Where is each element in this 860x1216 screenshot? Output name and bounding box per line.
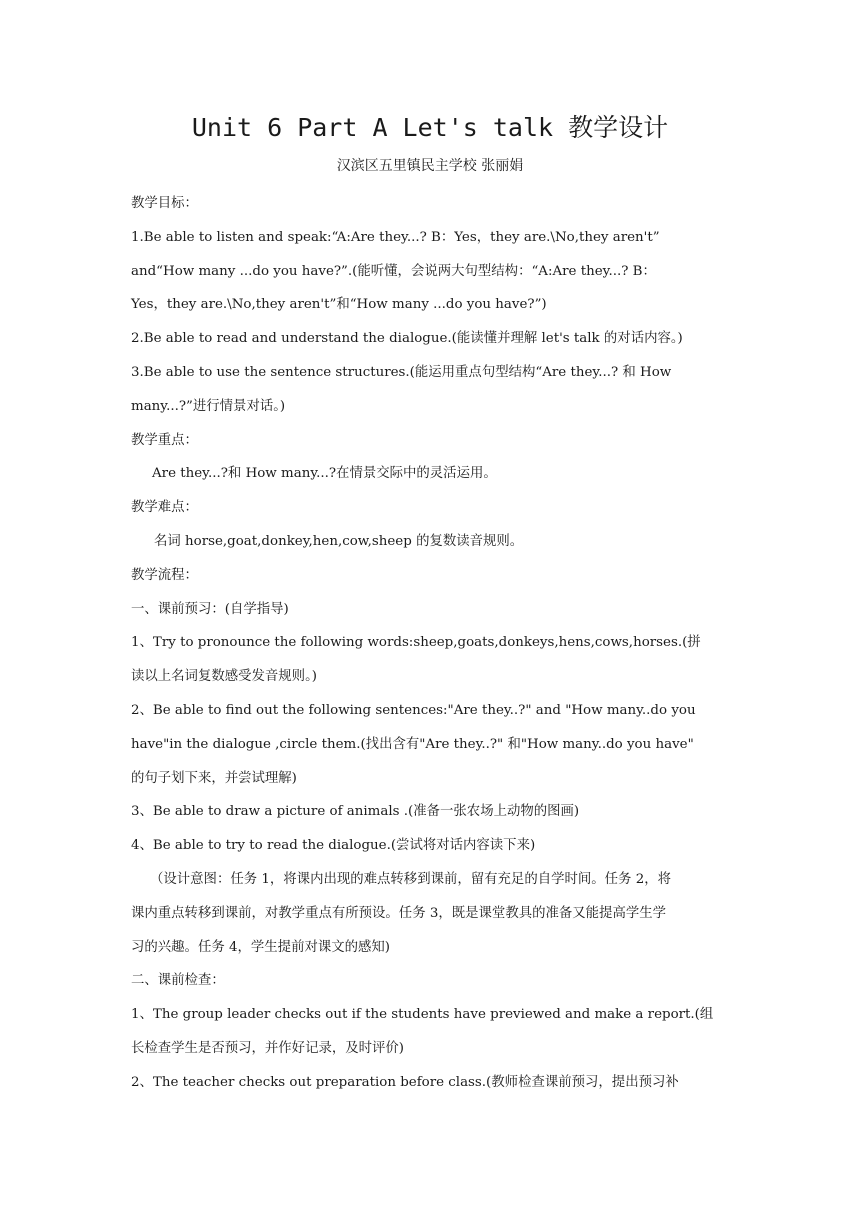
heading-key-points: 教学重点： xyxy=(131,432,198,448)
objective-1-line-1: 1.Be able to listen and speak:“A:Are they...? B：Yes，they are.\No,they aren't” xyxy=(131,229,660,245)
preview-task-3: 3、Be able to draw a picture of animals .(准备一张农场上动物的图画) xyxy=(131,804,580,820)
check-task-1-line-2: 长检查学生是否预习，并作好记录，及时评价) xyxy=(131,1040,405,1056)
key-points-text: Are they...?和 How many...?在情景交际中的灵活运用。 xyxy=(152,466,497,482)
section-preview-heading: 一、课前预习：(自学指导) xyxy=(131,601,289,617)
objective-1-line-3: Yes，they are.\No,they aren't”和“How many ...do you have?”) xyxy=(131,297,547,313)
preview-task-2-line-1: 2、Be able to find out the following sentences:"Are they..?" and "How many..do you xyxy=(131,702,696,718)
preview-task-2-line-3: 的句子划下来，并尝试理解) xyxy=(131,770,297,786)
objective-2: 2.Be able to read and understand the dialogue.(能读懂并理解 let's talk 的对话内容。) xyxy=(131,331,683,347)
document-title: Unit 6 Part A Let's talk 教学设计 xyxy=(191,113,669,142)
preview-task-2-line-2: have"in the dialogue ,circle them.(找出含有"Are they..?" 和"How many..do you have" xyxy=(131,736,694,752)
document-author: 汉滨区五里镇民主学校 张丽娟 xyxy=(336,158,524,174)
preview-task-4: 4、Be able to try to read the dialogue.(尝试将对话内容读下来) xyxy=(131,838,536,854)
section-check-heading: 二、课前检查： xyxy=(131,973,225,989)
objective-3-line-1: 3.Be able to use the sentence structures.(能运用重点句型结构“Are they...? 和 How xyxy=(131,364,672,380)
design-intent-line-2: 课内重点转移到课前，对教学重点有所预设。任务 3，既是课堂教具的准备又能提高学生学 xyxy=(131,905,667,921)
objective-1-line-2: and“How many ...do you have?”.(能听懂，会说两大句型结构：“A:Are they...? B： xyxy=(131,263,656,279)
document-body xyxy=(131,187,731,1100)
design-intent-line-1: （设计意图：任务 1，将课内出现的难点转移到课前，留有充足的自学时间。任务 2，将 xyxy=(150,871,672,887)
heading-process: 教学流程： xyxy=(131,567,198,583)
objective-3-line-2: many...?”进行情景对话。) xyxy=(131,398,286,414)
design-intent-line-3: 习的兴趣。任务 4，学生提前对课文的感知) xyxy=(131,939,391,955)
check-task-1-line-1: 1、The group leader checks out if the students have previewed and make a report.(组 xyxy=(131,1007,714,1023)
preview-task-1-line-1: 1、Try to pronounce the following words:sheep,goats,donkeys,hens,cows,horses.(拼 xyxy=(131,635,701,651)
difficulties-text: 名词 horse,goat,donkey,hen,cow,sheep 的复数读音规则。 xyxy=(154,533,524,549)
check-task-2-line-1: 2、The teacher checks out preparation before class.(教师检查课前预习，提出预习补 xyxy=(131,1074,679,1090)
heading-objectives: 教学目标： xyxy=(131,196,198,211)
heading-difficulties: 教学难点： xyxy=(131,500,198,516)
preview-task-1-line-2: 读以上名词复数感受发音规则。) xyxy=(131,669,317,685)
